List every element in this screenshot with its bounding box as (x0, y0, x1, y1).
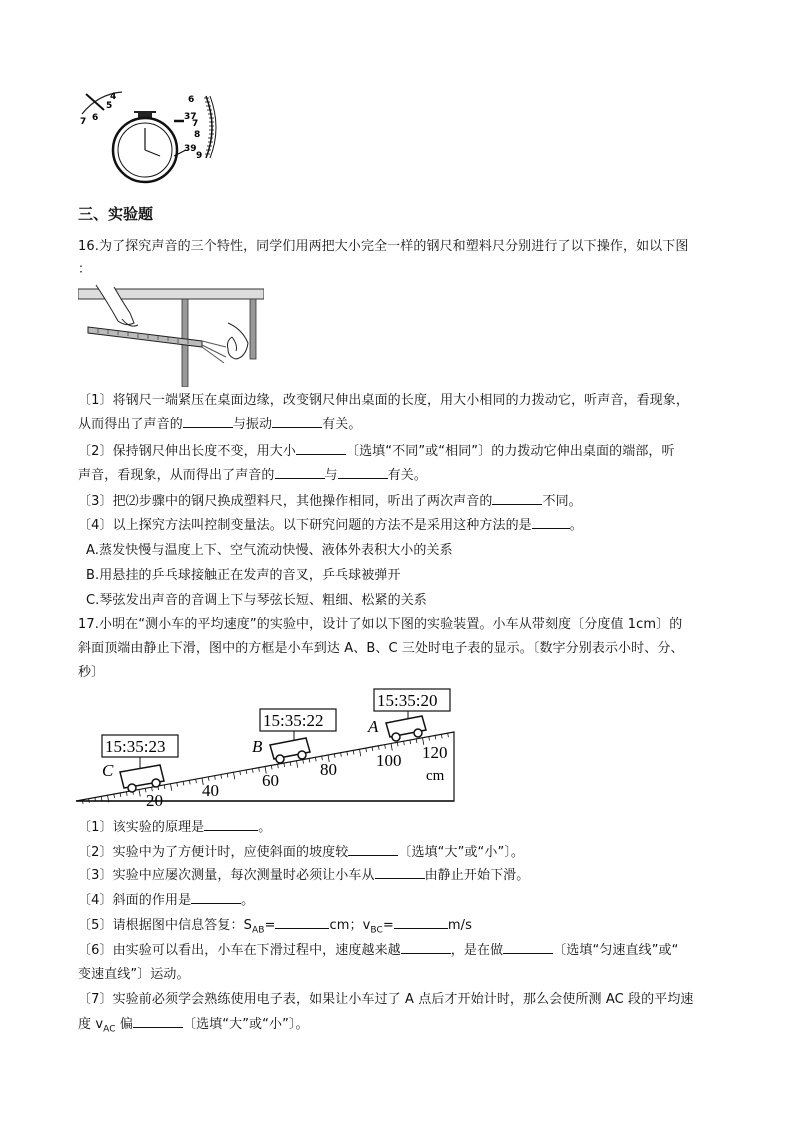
point-label-a: A (368, 717, 379, 736)
q17-stem-line: 秒〕 (78, 665, 105, 680)
cart-a (367, 689, 450, 741)
answer-blank[interactable] (296, 442, 346, 455)
answer-blank[interactable] (275, 466, 325, 479)
dial-num: 4 (110, 92, 117, 102)
text: 〔4〕以上探究方法叫控制变量法。以下研究问题的方法不是采用这种方法的是 (78, 518, 532, 533)
text: 与振动 (232, 417, 273, 432)
cart-c (102, 735, 178, 792)
text: 〔选填“大”或“小”〕。 (398, 845, 525, 860)
q17-sub6-line: 变速直线”〕运动。 (78, 967, 190, 982)
dial-num: 6 (92, 113, 99, 123)
subscript: AB (251, 925, 265, 936)
q16-part3-line (78, 492, 718, 511)
text: 〔5〕请根据图中信息答复：S (78, 918, 252, 933)
answer-blank[interactable] (191, 891, 241, 904)
q16-stem-line: ： (78, 262, 92, 277)
scale-num: 9 (196, 151, 203, 161)
scale-num: 8 (194, 130, 201, 140)
text: 由静止开始下滑。 (424, 868, 530, 883)
scale-num: 39 (184, 144, 197, 154)
stopwatch-outer-dial (80, 92, 122, 127)
answer-blank[interactable] (204, 818, 258, 831)
q16-part2-line (78, 442, 718, 461)
text: 不同。 (542, 494, 582, 509)
answer-blank[interactable] (401, 941, 451, 954)
answer-blank[interactable] (503, 941, 553, 954)
text: 〔6〕由实验可以看出，小车在下滑过程中，速度越来越 (78, 943, 401, 958)
text: 〔选填“不同”或“相同”〕的力拨动它伸出桌面的端部，听 (345, 444, 675, 459)
scale-num: 37 (184, 112, 197, 122)
stopwatch-figure (78, 88, 220, 190)
scale-num: 6 (188, 95, 195, 105)
q16-part2-line (78, 466, 718, 485)
point-label-b: B (252, 737, 263, 756)
dial-num: 7 (80, 117, 87, 127)
q16-part1-line: 〔1〕将钢尺一端紧压在桌面边缘，改变钢尺伸出桌面的长度，用大小相同的力拨动它，听声音，看现象， (78, 393, 689, 408)
subscript: BC (370, 925, 383, 936)
ruler-tick-label: 100 (376, 751, 402, 770)
text: 从而得出了声音的 (78, 417, 183, 432)
ruler-tick-label: 120 (422, 743, 448, 762)
answer-blank[interactable] (183, 415, 233, 428)
q16-stem-line: 16.为了探究声音的三个特性，同学们用两把大小完全一样的钢尺和塑料尺分别进行了以下操作，如以下图 (78, 239, 689, 254)
incline-experiment-figure (74, 688, 458, 806)
text: cm；v (329, 918, 371, 933)
answer-blank[interactable] (133, 1015, 183, 1028)
q17-sub5-line (78, 916, 718, 940)
ruler-tick-label: 80 (320, 760, 337, 779)
timer-a-display: 15:35:20 (377, 691, 438, 710)
text: 〔选填“匀速直线”或“ (553, 943, 679, 958)
text: 〔1〕该实验的原理是 (78, 820, 205, 835)
text: 〔选填“大”或“小”〕。 (182, 1017, 309, 1032)
option-a[interactable]: A.蒸发快慢与温度上下、空气流动快慢、液体外表积大小的关系 (86, 543, 453, 558)
text: 声音，看现象，从而得出了声音的 (78, 468, 275, 483)
q17-sub7-line: 〔7〕实验前必须学会熟练使用电子表，如果让小车过了 A 点后才开始计时，那么会使所测 AC 段的平均速 (78, 992, 694, 1007)
q17-sub6-line (78, 941, 718, 960)
text: 〔3〕实验中应屡次测量，每次测量时必须让小车从 (78, 868, 375, 883)
answer-blank[interactable] (275, 916, 329, 929)
text: 〔4〕斜面的作用是 (78, 893, 192, 908)
answer-blank[interactable] (338, 466, 388, 479)
stopwatch-inner-scale (184, 95, 216, 161)
subscript: AC (103, 1024, 116, 1035)
answer-blank[interactable] (375, 866, 425, 879)
text: 〔2〕保持钢尺伸出长度不变，用大小 (78, 444, 296, 459)
text: 与 (324, 468, 338, 483)
answer-blank[interactable] (394, 916, 448, 929)
timer-c-display: 15:35:23 (105, 737, 166, 756)
answer-blank[interactable] (492, 492, 542, 505)
stopwatch-body (113, 112, 186, 182)
timer-b-display: 15:35:22 (263, 711, 324, 730)
text: ，是在做 (450, 943, 504, 958)
q16-part4-line (78, 516, 718, 535)
text: 〔2〕实验中为了方便计时，应使斜面的坡度较 (78, 845, 349, 860)
option-c[interactable]: C.琴弦发出声音的音调上下与琴弦长短、粗细、松紧的关系 (86, 593, 427, 608)
answer-blank[interactable] (532, 516, 570, 529)
ruler-tick-label: 60 (262, 771, 279, 790)
text: 度 v (78, 1017, 104, 1032)
text: = (382, 918, 394, 933)
text: 。 (258, 820, 272, 835)
ruler-tick-label: 20 (146, 791, 163, 806)
text: 〔3〕把⑵步骤中的钢尺换成塑料尺，其他操作相同，听出了两次声音的 (78, 494, 493, 509)
text: 。 (569, 518, 583, 533)
section-title: 三、实验题 (78, 205, 154, 223)
ruler-tick-label: 40 (202, 781, 219, 800)
text: 有关。 (387, 468, 427, 483)
point-label-c: C (102, 761, 114, 780)
text: = (264, 918, 276, 933)
q17-stem-line: 17.小明在“测小车的平均速度”的实验中，设计了如以下图的实验装置。小车从带刻度〔分度值 1cm〕的 (78, 617, 683, 632)
dial-num: 5 (106, 101, 113, 111)
q17-sub2-line (78, 843, 718, 862)
option-b[interactable]: B.用悬挂的乒乓球接触正在发声的音叉，乒乓球被弹开 (86, 568, 401, 583)
text: 有关。 (322, 417, 362, 432)
text: m/s (447, 918, 473, 933)
q17-sub4-line (78, 891, 718, 910)
answer-blank[interactable] (272, 415, 322, 428)
ruler-unit: cm (426, 768, 445, 784)
q17-stem-line: 斜面顶端由静止下滑，图中的方框是小车到达 A、B、C 三处时电子表的显示。〔数字分别表示小时、分、 (78, 641, 684, 656)
scale-num: 7 (192, 119, 199, 129)
cart-b (252, 709, 336, 763)
ruler-experiment-figure (78, 283, 264, 387)
q16-part1-line (78, 415, 718, 434)
text: 。 (241, 893, 255, 908)
answer-blank[interactable] (348, 843, 398, 856)
q17-sub1-line (78, 818, 718, 837)
q17-sub3-line (78, 866, 718, 885)
text: 偏 (115, 1017, 133, 1032)
q17-sub7-line (78, 1015, 718, 1039)
